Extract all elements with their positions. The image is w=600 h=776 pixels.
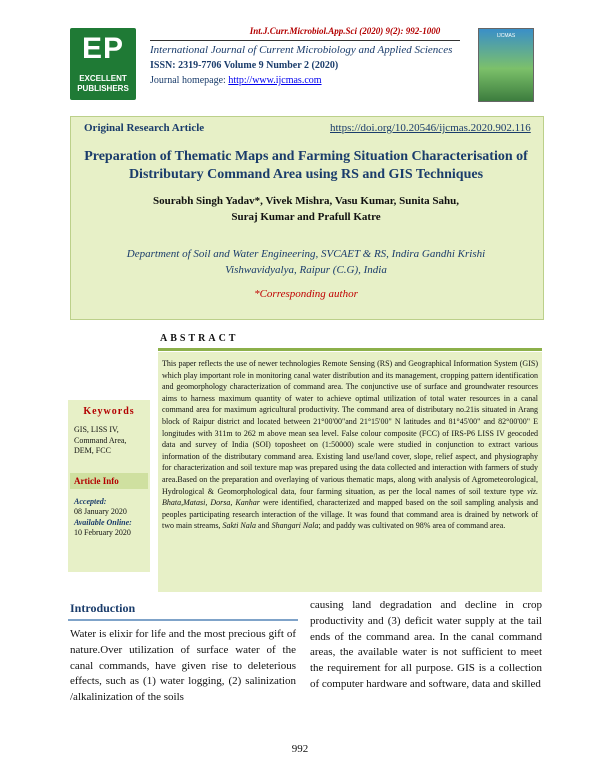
accepted-date: 08 January 2020 — [74, 507, 127, 516]
intro-right-column: causing land degradation and decline in crop productivity and (3) deficit water supply at the tail ends of the command area. In the canal command areas, the available water is not sufficient to meet the requirement for all purpose. GIS is a collection of computer hardware and software, data and skilled — [310, 599, 542, 690]
article-info-title: Article Info — [70, 473, 148, 489]
homepage-label: Journal homepage: — [150, 75, 229, 86]
authors-line2: Suraj Kumar and Prafull Katre — [231, 211, 381, 223]
keywords-list: GIS, LISS IV, Command Area, DEM, FCC — [74, 425, 127, 455]
corresponding-author: *Corresponding author — [254, 288, 358, 300]
homepage-link[interactable]: http://www.ijcmas.com — [228, 75, 322, 86]
abstract-heading: ABSTRACT — [160, 333, 239, 344]
affiliation: Department of Soil and Water Engineering, SVCAET & RS, Indira Gandhi Krishi Vishwavidyalya, Raipur (C.G), India — [126, 248, 486, 276]
logo-text — [70, 74, 136, 94]
publisher-logo — [70, 28, 136, 100]
abstract-part3: and — [256, 521, 272, 531]
logo-letters: EP — [81, 32, 125, 65]
abstract-text — [162, 358, 538, 532]
introduction-rule — [68, 619, 298, 621]
keywords-title: Keywords — [83, 406, 135, 417]
online-label: Available Online: — [74, 518, 132, 527]
abstract-italic2: Sakti Nala — [222, 521, 256, 531]
logo-text-line2: PUBLISHERS — [77, 84, 129, 93]
cover-title: IJCMAS — [496, 33, 516, 39]
doi — [330, 122, 531, 134]
page-number: 992 — [291, 743, 309, 755]
abstract-part2: were identified, characterized and mapped based on the soil sampling analysis and peoples participating research interaction of the village. It was found that command area is drained by network of two main streams, — [162, 498, 538, 531]
article-type: Original Research Article — [84, 122, 205, 134]
top-rule — [150, 40, 460, 41]
journal-name: International Journal of Current Microbiology and Applied Sciences — [150, 44, 453, 56]
accepted-label: Accepted: — [74, 497, 107, 506]
running-head: Int.J.Curr.Microbiol.App.Sci (2020) 9(2): 992-1000 — [249, 26, 441, 36]
journal-homepage — [150, 75, 322, 86]
doi-link[interactable]: https://doi.org/10.20546/ijcmas.2020.902.116 — [330, 122, 531, 134]
authors-line1: Sourabh Singh Yadav*, Vivek Mishra, Vasu Kumar, Sunita Sahu, — [152, 195, 460, 207]
abstract-part1: This paper reflects the use of newer technologies Remote Sensing (RS) and Geographical Information System (GIS) which play important role in monitoring canal water distribution and its management, cropping pattern identification and geomorphology characterization of command area. The conjunctive use of surface and groundwater resources aims to harness maximum quantity of water to achieve optimal utilization of total water resources in a canal command area for maximum agricultural productivity. The command area of distributary no.21is situated in Arang block of Raipur district and located between 21°00'00"and 21°15'00" N latitudes and 81°45'00" and 82°00'00" E longitudes with 311m to 262 m above mean sea level. False colour composite (FCC) of IRS-P6 LISS IV geocoded data and survey of India (SOI) toposheet on (1:50000) scale were studied in conjunction to extract various information of the distributary command area. Existing land use/land cover, slope, relief aspect, and physiography for characterization and soil texture map was prepared using the data collected and interaction with farmers of study area.Based on the preparation and overlaying of various thematic maps, along with analysis of Agrometeorological, Hydrological & Geomorphological data, four farming situation, as per the local names of soil texture type — [162, 359, 538, 496]
logo-text-line1: EXCELLENT — [79, 74, 127, 83]
abstract-part4: ; and paddy was cultivated on 98% area of command area. — [318, 521, 506, 531]
intro-left-column: Water is elixir for life and the most precious gift of nature.Over utilization of surface water of the canal commands, have given rise to deleterious effects, such as (1) water logging, (2) salinization /alkalinization of the soils — [70, 628, 296, 704]
issn-line: ISSN: 2319-7706 Volume 9 Number 2 (2020) — [150, 60, 339, 71]
article-title: Preparation of Thematic Maps and Farming Situation Characterisation of Distributary Command Area using RS and GIS Techniques — [84, 149, 528, 182]
online-date: 10 February 2020 — [74, 528, 131, 537]
authors — [96, 193, 516, 225]
introduction-heading: Introduction — [70, 601, 136, 615]
journal-cover-image — [478, 28, 534, 102]
abstract-italic3: Shangari Nala — [271, 521, 319, 531]
abstract-rule — [158, 348, 542, 351]
abstract-italic1: viz. Bhata,Matasi, Dorsa, Kanhar — [162, 486, 538, 508]
